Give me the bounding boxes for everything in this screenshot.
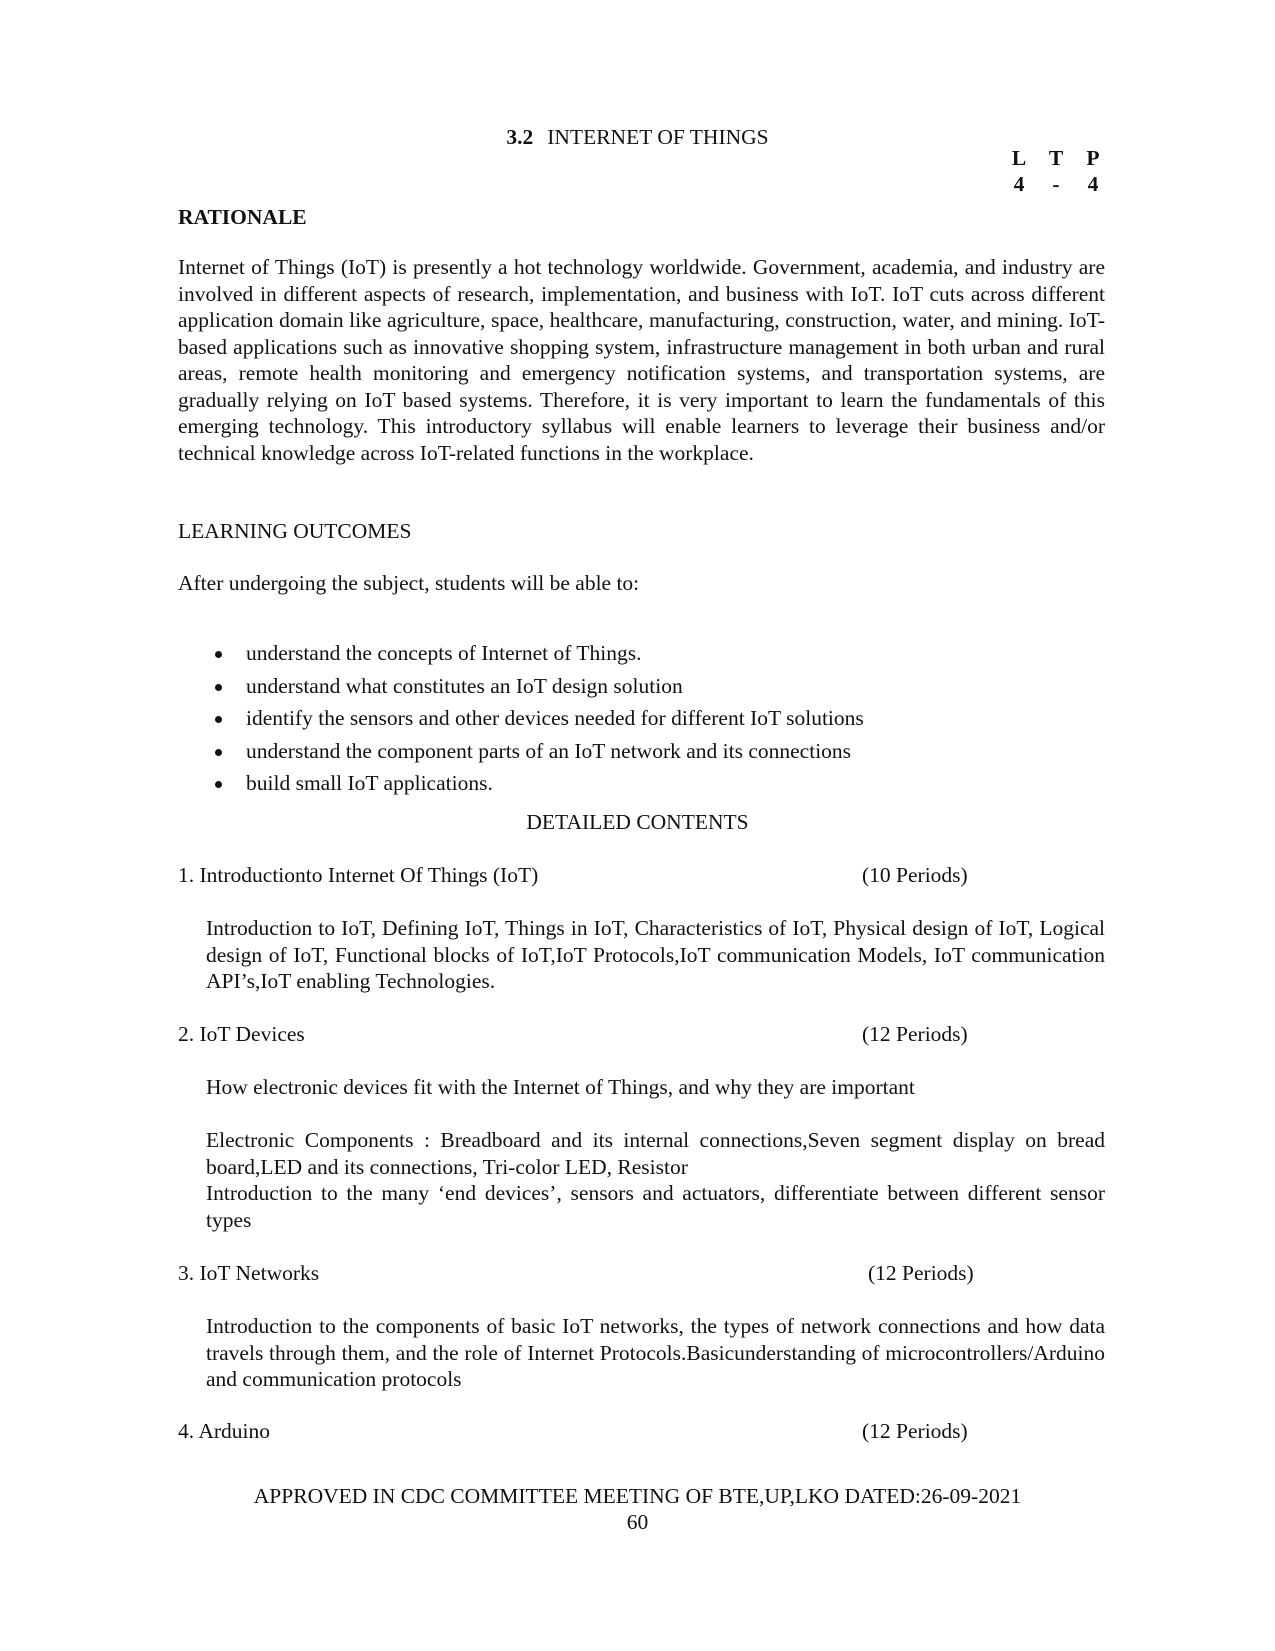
ltp-value-l: 4 <box>1013 172 1025 196</box>
ltp-values <box>1010 171 1102 198</box>
ltp-label-t: T <box>1048 146 1064 170</box>
ltp-labels <box>1010 145 1102 172</box>
list-item <box>178 770 864 803</box>
bullet-icon <box>215 684 222 691</box>
rationale-text: Internet of Things (IoT) is presently a hot technology worldwide. Government, academia, and industry are involved in different aspects of research, implementation, and business with IoT. IoT cuts across different application domain like agriculture, space, healthcare, manufacturing, construction, water, and mining. IoT-based applications such as innovative shopping system, infrastructure management in both urban and rural areas, remote health monitoring and emergency notification systems, and transportation systems, are gradually relying on IoT based systems. Therefore, it is very important to learn the fundamentals of this emerging technology. This introductory syllabus will enable learners to leverage their business and/or technical knowledge across IoT-related functions in the workplace. <box>178 255 1105 465</box>
bullet-icon <box>215 716 222 723</box>
list-item-text: understand what constitutes an IoT design solution <box>246 673 683 698</box>
approval-footer: APPROVED IN CDC COMMITTEE MEETING OF BTE,UP,LKO DATED:26-09-2021 <box>253 1484 1022 1508</box>
unit-2-paragraph-2: Electronic Components : Breadboard and its internal connections,Seven segment display on bread board,LED and its connections, Tri-color LED, Resistor <box>206 1128 1105 1179</box>
list-item <box>178 673 864 706</box>
bullet-icon <box>215 749 222 756</box>
list-item-text: build small IoT applications. <box>246 771 493 795</box>
unit-3-periods: (12 Periods) <box>868 1261 974 1285</box>
list-item-text: understand the concepts of Internet of Things. <box>246 641 642 665</box>
rationale-heading: RATIONALE <box>178 205 307 229</box>
ltp-label-l: L <box>1011 146 1027 170</box>
unit-2-paragraph-3: Introduction to the many ‘end devices’, sensors and actuators, differentiate between different sensor types <box>206 1181 1105 1232</box>
unit-1-description: Introduction to IoT, Defining IoT, Things in IoT, Characteristics of IoT, Physical design of IoT, Logical design of IoT, Functional blocks of IoT,IoT Protocols,IoT communication Models, IoT communication API’s,IoT enabling Technologies. <box>206 916 1105 993</box>
ltp-label-p: P <box>1086 146 1100 170</box>
subject-title: INTERNET OF THINGS <box>547 125 769 149</box>
list-item <box>178 640 864 673</box>
list-item <box>178 705 864 738</box>
unit-3-title: 3. IoT Networks <box>178 1261 320 1285</box>
detailed-contents-heading: DETAILED CONTENTS <box>526 810 749 834</box>
unit-1-title: 1. Introductionto Internet Of Things (IoT) <box>178 863 539 887</box>
section-number: 3.2 <box>506 125 534 149</box>
bullet-icon <box>215 651 222 658</box>
page-number: 60 <box>626 1510 649 1534</box>
ltp-value-t: - <box>1052 172 1060 196</box>
unit-3-description: Introduction to the components of basic IoT networks, the types of network connections and how data travels through them, and the role of Internet Protocols.Basicunderstanding of microcontrollers/Arduino and communication protocols <box>206 1314 1105 1391</box>
unit-2-periods: (12 Periods) <box>862 1022 968 1046</box>
list-item-text: identify the sensors and other devices needed for different IoT solutions <box>246 706 864 730</box>
learning-outcomes-intro: After undergoing the subject, students will be able to: <box>178 571 640 595</box>
unit-4-title: 4. Arduino <box>178 1419 270 1443</box>
list-item-text: understand the component parts of an IoT network and its connections <box>246 738 852 763</box>
bullet-icon <box>215 781 222 788</box>
list-item <box>178 738 864 771</box>
unit-2-paragraph-1: How electronic devices fit with the Internet of Things, and why they are important <box>206 1075 915 1099</box>
unit-2-title: 2. IoT Devices <box>178 1022 305 1046</box>
unit-4-periods: (12 Periods) <box>862 1419 968 1443</box>
ltp-value-p: 4 <box>1087 172 1099 196</box>
unit-1-periods: (10 Periods) <box>862 863 968 887</box>
learning-outcomes-heading: LEARNING OUTCOMES <box>178 519 412 543</box>
learning-outcomes-list <box>178 640 864 803</box>
